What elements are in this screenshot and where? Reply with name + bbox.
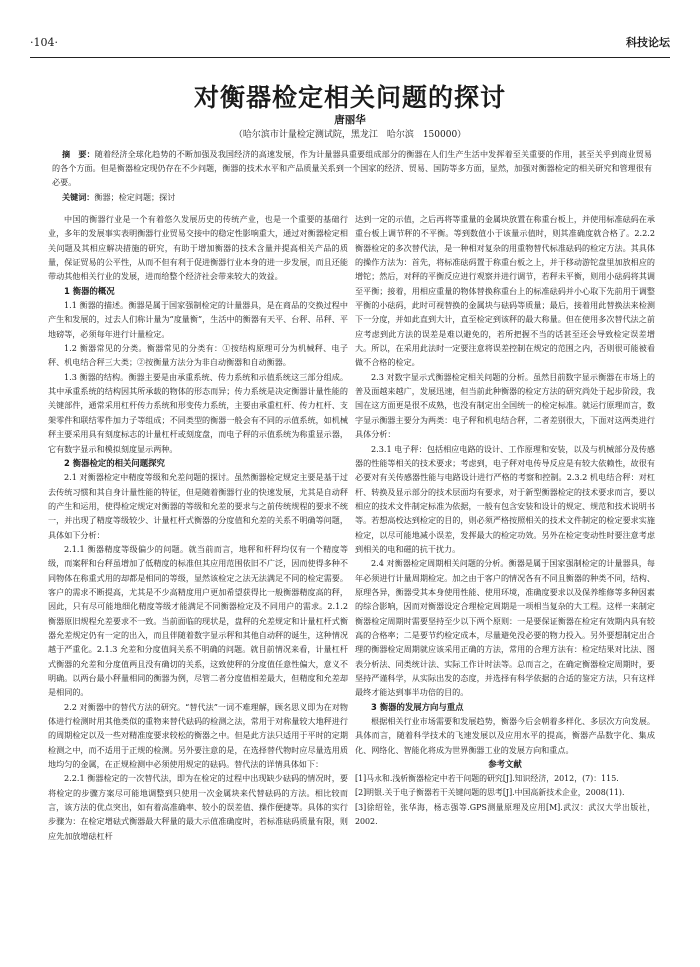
body-paragraph: 1.1 衡器的描述。衡器是属于国家强制检定的计量器具，是在商品的交换过程中产生和发展的，过去人们称计量为“度量衡”，生活中的衡器有天平、台秤、吊秤、平地磅等，必须每年进行计量检定。 (48, 300, 348, 339)
abstract (52, 147, 652, 189)
body-paragraph: 2.1 对衡器检定中精度等级和允差问题的探讨。虽然衡器检定规定主要是基于过去传统习惯和其自身计量性能的特征，但是随着衡器行业的快速发展，尤其是自动秤的产生和运用，使得检定规定对衡器的等级和允差的要求与之前传统规程的要求不统一，并出现了精度等级较少、计量杠杆式衡器的分度值和允差的关系不明确等问题，具体如下分析： (48, 472, 348, 540)
abstract-label: 摘 要： (62, 149, 95, 159)
keywords (62, 190, 652, 204)
body-paragraph: 2.3 对数字显示式衡器检定相关问题的分析。虽然目前数字显示衡器在市场上的普及面越来越广，发展迅速，但当前此种衡器的检定方法的研究尚处于起步阶段，我国在这方面更是很不成熟，也没有制定出全国统一的检定标准。就运行原理而言，数字显示衡器主要分为两类：电子秤和机电结合秤，二者差别很大，下面对这两类进行具体分析： (355, 371, 655, 440)
body-paragraph: 根据相关行业市场需要和发展趋势，衡器今后会朝着多样化、多层次方向发展。具体而言，随着科学技术的飞速发展以及应用水平的提高，衡器产品数字化、集成化、网络化、智能化将成为世界衡器工业的发展方向和重点。 (355, 716, 655, 755)
reference-item: [3]徐绍铨，张华海，杨志强等.GPS测量原理及应用[M].武汉：武汉大学出版社，2002. (355, 802, 655, 827)
left-column (48, 212, 348, 942)
right-column (355, 212, 655, 942)
reference-item: [1]马永和.浅析衡器检定中若干问题的研究[J].知识经济，2012，(7)：115. (355, 774, 619, 784)
body-paragraph: 2.3.1 电子秤：包括相应电路的设计、工作原理和安装，以及与机械部分及传感器的性能等相关的技术要求；考虑到，电子秤对电传导反应是有较大依赖性，故很有必要对有关传感器性能与电路设计进行严格的考察和控制。2.3.2 机电结合秤：对杠杆、转换及显示部分的技术层面均有要求，对于新型衡器检定的技术要求而言，要以相应的技术文件制定标准为依据，一般有包含安装和设计的规定、规范和技术说明书等。若想高校达到检定的目的，则必须严格按照相关的技术文件制定的检定要求实施检定，以尽可能地减小误差，发挥最大的检定功效。另外在检定变动性时要注意考虑到相关的电和磁的抗干扰力。 (355, 443, 655, 554)
author: 唐丽华 (334, 114, 366, 126)
references-heading: 参考文献 (488, 759, 522, 770)
section-heading: 1 衡器的概况 (64, 285, 115, 296)
keywords-label: 关键词： (62, 192, 95, 202)
reference-item: [2]明银.关于电子衡器若干关键问题的思考[J].中国高新技术企业，2008(11). (355, 788, 625, 798)
header-rule (30, 57, 670, 58)
abstract-text: 随着经济全球化趋势的不断加强及我国经济的高速发展，作为计量器具重要组成部分的衡器在人们生产生活中发挥着至关重要的作用，甚至关乎到商业贸易的各个方面。但是衡器检定现仍存在不少问题，衡器的技术水平和产品质量关系到一个国家的经济、贸易、国防等多方面，显然，加强对衡器检定的相关研究和管理很有必要。 (52, 149, 652, 187)
body-paragraph: 2.1.1 衡器精度等级偏少的问题。就当前而言，地秤和杆秤均仅有一个精度等级，而案秤和台秤虽增加了低精度的标准但其应用范围依旧不广泛，因而使得多种不同物体在称重式用的却都是相同的等级，显然该检定之法无法满足不同的检定需要。客户的需求不断提高，尤其是不少高精度用户更加希望获得比一般衡器精度高的秤，因此，只有尽可能地细化精度等级才能满足不同衡器检定及不同用户的需求。2.1.2 衡器原旧规程允差要求不一致。当前面临的现状是，盘秤的允差规定和计量杠杆式衡器允差规定仍有一定的出入，而且伴随着数字显示秤和其他自动秤的诞生，这种情况越于严重化。2.1.3 允差和分度值间关系不明确的问题。就目前情况来看，计量杠杆式衡器的允差和分度值两且没有确切的关系，这致使秤的分度值任意性偏大，意义不明确。以两台最小秤量相同的衡器为例，尽管二者分度值相差最大，但精度和允差却是相同的。 (48, 543, 348, 698)
body-paragraph: 中国的衡器行业是一个有着悠久发展历史的传统产业，也是一个重要的基础行业，多年的发展事实表明衡器行业贸易交接中的稳定性影响重大，通过对衡器检定相关问题及其相应解决措施的研究，有助于增加衡器的技术含量并提高相关产品的质量，保证贸易的公平性，从而不但有利于促进衡器行业本身的进一步发展，而且还能带动其他相关行业的发展，进而给整个经济社会带来较大的效益。 (48, 214, 348, 282)
section-heading: 3 衡器的发展方向与重点 (371, 701, 464, 712)
page-number: ·104· (30, 36, 58, 49)
body-paragraph: 2.4 对衡器检定周期相关问题的分析。衡器是属于国家强制检定的计量器具，每年必须进行计量周期检定。加之由于客户的情况各有不同且衡器的种类不同，结构、原理各异，衡器受其本身使用性能、使用环境，准确度要求以及保养维修等多种因素的综合影响，因而对衡器设定合理检定周期是一项相当复杂的大工程。这样一来制定衡器检定周期时需要坚持至少以下两个原则：一是要保证衡器在检定有效期内具有较高的合格率；二是要节约检定成本，尽量避免没必要的物力投入。另外要想制定出合理的衡器检定周期就应该采用正确的方法，常用的合理方法有：检定结果对比法、图表分析法、同类统计法、实际工作计时法等。总而言之，在确定衡器检定周期时，要坚持严谨科学，从实际出发的态度，并选择有科学依据的合适的鉴定方法，只有这样最终才能达到事半功倍的目的。 (355, 558, 655, 698)
body-paragraph: 1.2 衡器常见的分类。衡器常见的分类有：①按结构原理可分为机械秤、电子秤、机电结合秤三大类；②按衡量方法分为非自动衡器和自动衡器。 (48, 343, 348, 368)
page-header (30, 30, 670, 52)
affiliation: （哈尔滨市计量检定测试院，黑龙江 哈尔滨 150000） (233, 130, 467, 140)
keywords-text: 衡器；检定问题；探讨 (94, 192, 176, 202)
journal-name: 科技论坛 (626, 36, 670, 49)
body-paragraph: 达到一定的示值，之后再将等重量的金属块放置在称重台板上，并使用标准砝码在承重台板上调节秤的不平衡。等到数值小于该量示值时，则其准确度就合格了。2.2.2 衡器检定的多次替代法，是一种相对复杂的用重物替代标准砝码的检定方法。其具体的操作方法为：首先，将标准砝码置于称重台板之上，并于移动游铊盘里加放相应的增铊；然后，对秤的平衡反应进行观察并进行调节，若秤未平衡，则用小砝码将其调至平衡；接着，用相应重量的物体替换称重台上的标准砝码并小心取下先前用于调整平衡的小砝码，此时可视替换的金属块与砝码等质量；最后，接着用此替换法来检测下一分度，并如此直到大计，直至检定到该秤的最大称量。但在使用多次替代法之前应考虑到此方法的误差是难以避免的，若所把握不当的话甚至还会导致检定误差增大。所以，在采用此法时一定要注意将误差控制在规定的范围之内，否则很可能被看做不合格的检定。 (355, 214, 655, 368)
article-title: 对衡器检定相关问题的探讨 (193, 83, 506, 112)
body-paragraph: 2.2 对衡器中的替代方法的研究。“替代法”一词不难理解，顾名思义即为在对物体进行检测时用其他类似的重物来替代砝码的检测之法，常用于对称量较大地秤进行的周期检定以及一些对精准度要求较松的衡器之中。但是此方法只适用于平时的定期检测之中，而不适用于正规的检测。另外要注意的是，在选择替代物时应尽量选用质地均匀的金属，在正规检测中必须使用规定的砝码。替代法的详情具体如下： (48, 701, 348, 770)
section-heading: 2 衡器检定的相关问题探究 (64, 457, 165, 468)
body-paragraph: 2.2.1 衡器检定的一次替代法，即为在检定的过程中出现缺少砝码的情况时，要将检定的步骤方案尽可能地调整到只使用一次金属块来代替砝码的方法。相比较而言，该方法的优点突出，如有着高准确率、较小的误差值、操作便捷等。具体的实行步骤为：在检定增砝式衡器最大秤量的最大示值准确度时，若标准砝码质量有限，则应先加放增砝杠杆 (48, 773, 348, 841)
body-paragraph: 1.3 衡器的结构。衡器主要是由承重系统、传力系统和示值系统这三部分组成。其中承重系统的结构因其所承载的物体的形态而异；传力系统是决定衡器计量性能的关键部件，通常采用杠杆传力系统和形变传力系统，主要由承重杠杆、传力杠杆、支架零件和联结零件加力子等组成；不同类型的衡器一般会有不同的示值系统，如机械秤主要采用具有刻度标志的计量杠杆或刻度盘，而电子秤的示值系统为称重显示器，它有数字显示和模拟刻度显示两种。 (48, 371, 348, 454)
